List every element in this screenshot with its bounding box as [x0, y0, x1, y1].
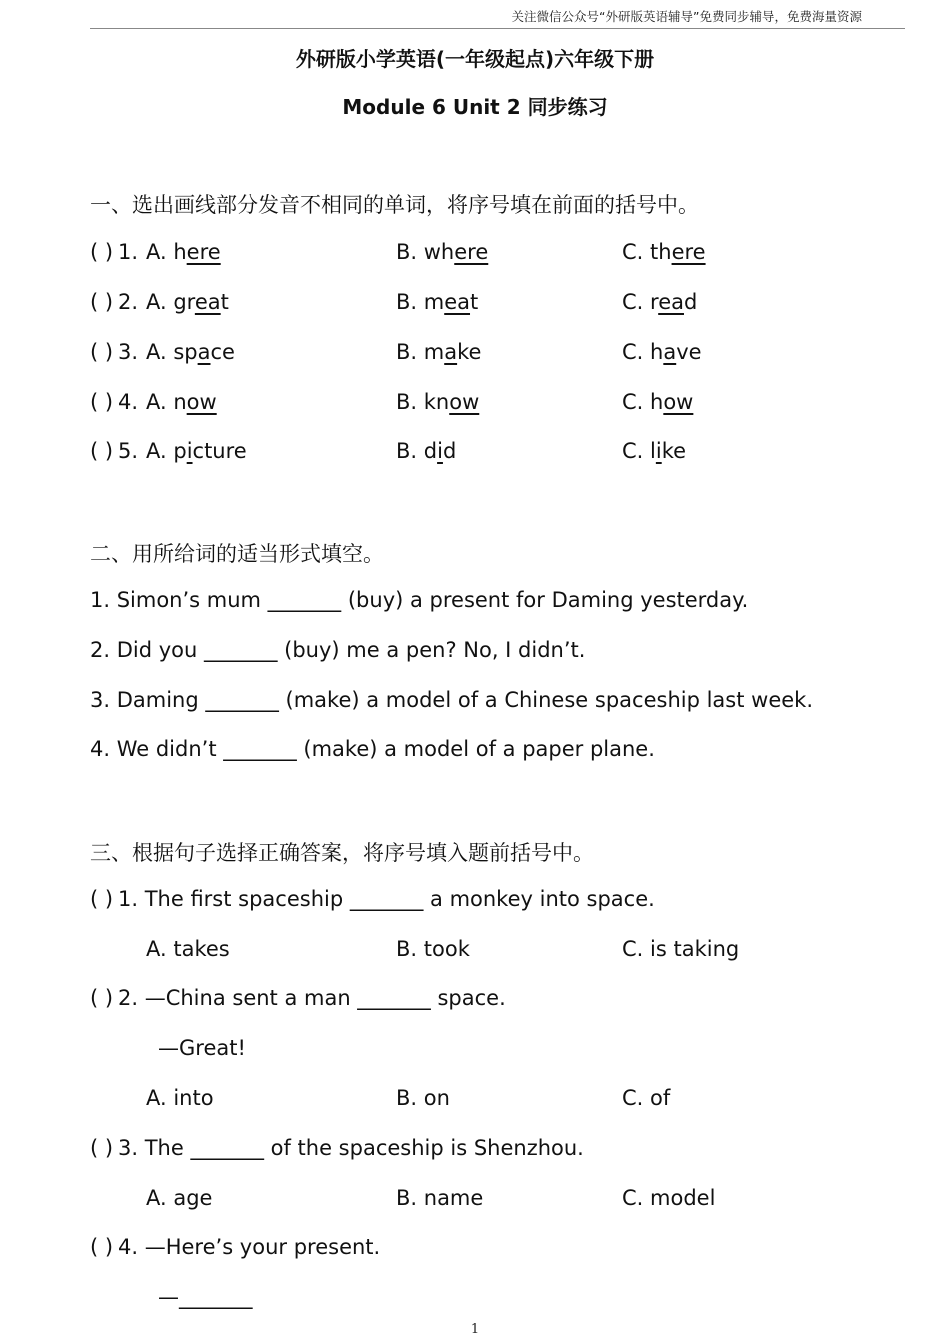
question-number: 5.	[118, 439, 139, 463]
option-a: A. takes	[146, 937, 230, 961]
option-b: B. where	[396, 240, 489, 264]
section1-question-5	[90, 439, 890, 469]
option-a: A. age	[146, 1186, 213, 1210]
option-c: C. is taking	[622, 937, 740, 961]
section2-question-1: 1. Simon’s mum _______ (buy) a present for Daming yesterday.	[90, 588, 749, 612]
question-number: 1.	[118, 240, 139, 264]
section2-question-2: 2. Did you _______ (buy) me a pen? No, I didn’t.	[90, 638, 586, 662]
question-number: 3.	[118, 340, 139, 364]
section1-question-4	[90, 390, 890, 420]
option-a: A. into	[146, 1086, 214, 1110]
document-subtitle: Module 6 Unit 2 同步练习	[342, 95, 608, 119]
option-a: A. space	[146, 340, 235, 364]
option-b: B. took	[396, 937, 470, 961]
section2-question-4: 4. We didn’t _______ (make) a model of a paper plane.	[90, 737, 655, 761]
option-a: A. here	[146, 240, 221, 264]
section3-options-1	[90, 937, 890, 967]
section3-question-2	[90, 986, 890, 1016]
option-b: B. make	[396, 340, 482, 364]
option-b: B. on	[396, 1086, 450, 1110]
option-c: C. there	[622, 240, 706, 264]
section2-question-3: 3. Daming _______ (make) a model of a Chinese spaceship last week.	[90, 688, 813, 712]
section1-question-1	[90, 240, 890, 270]
option-b: B. name	[396, 1186, 484, 1210]
section1-question-3	[90, 340, 890, 370]
question-text: 2. —China sent a man _______ space.	[118, 986, 506, 1010]
question-text: 3. The _______ of the spaceship is Shenzhou.	[118, 1136, 584, 1160]
header-note: 关注微信公众号“外研版英语辅导”免费同步辅导，免费海量资源	[511, 9, 862, 24]
question-text: 1. The first spaceship _______ a monkey into space.	[118, 887, 655, 911]
answer-bracket: ( )	[90, 340, 114, 364]
option-a: A. picture	[146, 439, 247, 463]
answer-bracket: ( )	[90, 1235, 114, 1259]
answer-bracket: ( )	[90, 290, 114, 314]
section3-question-1	[90, 887, 890, 917]
option-b: B. know	[396, 390, 480, 414]
section3-options-2	[90, 1086, 890, 1116]
section3-reply-2: —Great!	[158, 1036, 246, 1060]
option-c: C. read	[622, 290, 698, 314]
document-title: 外研版小学英语(一年级起点)六年级下册	[295, 47, 655, 71]
answer-bracket: ( )	[90, 1136, 114, 1160]
answer-bracket: ( )	[90, 887, 114, 911]
section1-heading: 一、选出画线部分发音不相同的单词，将序号填在前面的括号中。	[90, 193, 699, 217]
header-divider	[90, 28, 905, 29]
option-c: C. model	[622, 1186, 716, 1210]
answer-bracket: ( )	[90, 439, 114, 463]
section2-heading: 二、用所给词的适当形式填空。	[90, 542, 384, 566]
section1-question-2	[90, 290, 890, 320]
answer-bracket: ( )	[90, 240, 114, 264]
question-text: 4. —Here’s your present.	[118, 1235, 381, 1259]
section3-reply-4: —_______	[158, 1285, 253, 1309]
option-b: B. did	[396, 439, 457, 463]
option-c: C. like	[622, 439, 687, 463]
option-c: C. have	[622, 340, 702, 364]
section3-heading: 三、根据句子选择正确答案，将序号填入题前括号中。	[90, 841, 594, 865]
option-a: A. great	[146, 290, 229, 314]
option-c: C. of	[622, 1086, 671, 1110]
section3-question-3	[90, 1136, 890, 1166]
section3-question-4	[90, 1235, 890, 1265]
question-number: 2.	[118, 290, 139, 314]
option-b: B. meat	[396, 290, 479, 314]
page-number: 1	[470, 1322, 480, 1337]
question-number: 4.	[118, 390, 139, 414]
answer-bracket: ( )	[90, 390, 114, 414]
option-a: A. now	[146, 390, 217, 414]
answer-bracket: ( )	[90, 986, 114, 1010]
section3-options-3	[90, 1186, 890, 1216]
option-c: C. how	[622, 390, 694, 414]
